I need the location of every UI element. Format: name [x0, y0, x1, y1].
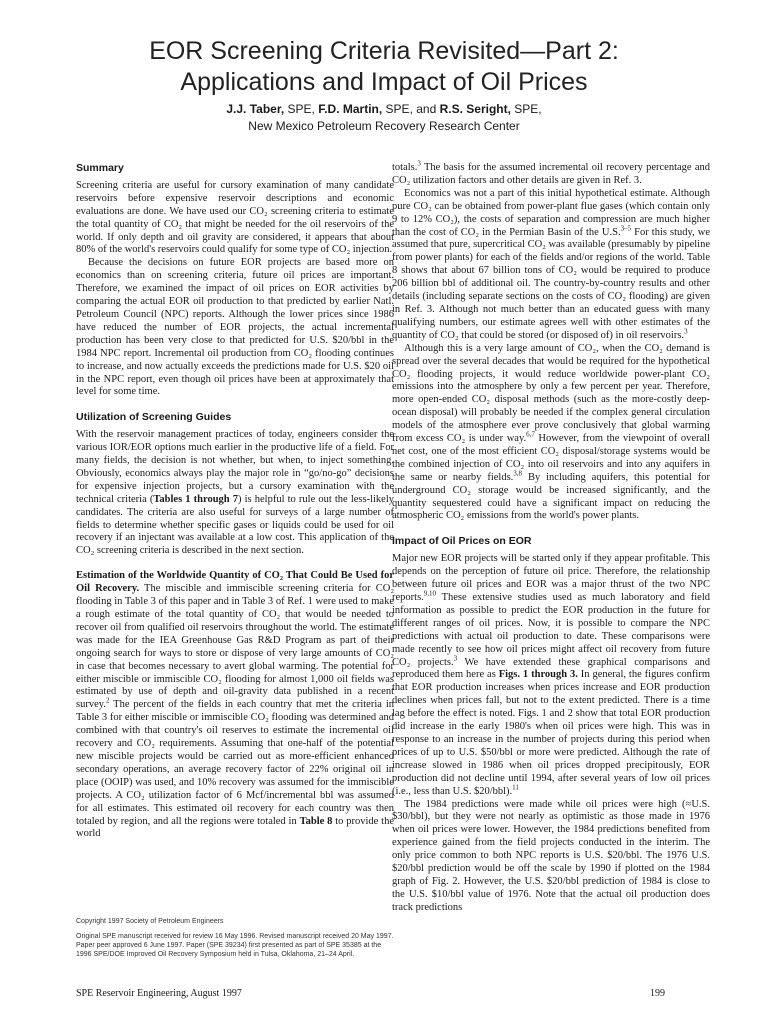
affiliation: New Mexico Petroleum Recovery Research Center: [248, 119, 520, 133]
title-line-1: EOR Screening Criteria Revisited—Part 2:: [149, 37, 619, 65]
section-heading-utilization: Utilization of Screening Guides: [76, 411, 232, 424]
table-reference: Tables 1 through 7: [153, 493, 239, 505]
left-column: [76, 162, 394, 841]
run-in-heading: Estimation of the Worldwide Quantity of CO₂ That Could Be Used for Oil Recovery.: [76, 570, 394, 595]
copyright-notice: [76, 917, 394, 965]
paragraph: Estimation of the Worldwide Quantity of CO₂ That Could Be Used for Oil Recovery. The miscible and immiscible screening criteria for CO₂ flooding in Table 3 of this paper and in Table 3 of Ref. 1 were used to make a rough estimate of the total quantity of CO₂ that would be needed to recover oil from qualified oil reservoirs throughout the world. The estimate was made for the IEA Greenhouse Gas R&D Program as part of their ongoing search for ways to store or dispose of very large amounts of CO₂ in case that becomes necessary to avert global warming. The potential for either miscible or immiscible CO₂ flooding for almost 1,000 oil fields was estimated by use of depth and oil-gravity data published in a recent survey.$^2$ The percent of the fields in each country that met the criteria in Table 3 for either miscible or immiscible CO₂ flooding was determined and combined with that country's oil reserves to estimate the incremental oil recovery and CO₂ requirements. Assuming that one-half of the potential new miscible projects would be carried out as more-efficient enhanced secondary operations, an average recovery factor of 22% original oil in place (OOIP) was used, and 10% recovery was assumed for the immiscible projects. A CO₂ utilization factor of 6 Mcf/incremental bbl was assumed for all estimates. This estimated oil recovery for each country was then totaled by region, and all the regions were totaled in Table 8 to provide the world: [76, 570, 394, 840]
author-martin: F.D. Martin,: [318, 102, 383, 116]
author-seright: R.S. Seright,: [439, 102, 511, 116]
paragraph: totals.$^3$ The basis for the assumed incremental oil recovery percentage and CO₂ utilization factors and other details are given in Ref. 3.: [392, 159, 710, 186]
figure-reference: Figs. 1 through 3.: [498, 669, 578, 681]
paragraph: Screening criteria are useful for cursory examination of many candidate reservoirs before expensive reservoir descriptions and economic evaluations are done. We have used our CO₂ screening criteria to estimate the total quantity of CO₂ that might be needed for the oil reservoirs of the world. If only depth and oil gravity are considered, it appears that about 80% of the world's reservoirs could qualify for some type of CO₂ injection.: [76, 179, 394, 256]
author-taber: J.J. Taber,: [226, 102, 285, 116]
manuscript-history: Original SPE manuscript received for review 16 May 1996. Revised manuscript received 20 May 1997. Paper peer approved 6 June 1997. Paper (SPE 39234) first presented as part of SPE 35385 at the 1996 SPE/DOE Improved Oil Recovery Symposium held in Tulsa, Oklahoma, 21–24 April.: [76, 933, 394, 958]
paper-title: [0, 36, 768, 98]
title-line-2: Applications and Impact of Oil Prices: [180, 68, 588, 96]
paragraph: Economics was not a part of this initial hypothetical estimate. Although pure CO₂ can be obtained from power-plant flue gases (which contain only 9 to 12% CO₂), the costs of separation and compression are much higher than the cost of CO₂ in the Permian Basin of the U.S.$^{3-5}$ For this study, we assumed that pure, supercritical CO₂ was available (presumably by pipeline from power plants) for each of the fields and/or regions of the world. Table 8 shows that about 67 billion tons of CO₂ would be required to produce 206 billion bbl of additional oil. The country-by-country results and other details (including separate sections on the costs of CO₂ flooding) are given in Ref. 3. Although not much better than an educated guess with many qualifying numbers, our estimate agrees well with other estimates of the quantity of CO₂ that could be stored (or disposed of) in oil reservoirs.$^3$: [392, 187, 710, 341]
paragraph: With the reservoir management practices of today, engineers consider the various IOR/EOR options much earlier in the productive life of a field. For many fields, the decision is not whether, but when, to inject something. Obviously, economics always play the major role in “go/no-go” decisions for expensive injection projects, but a cursory examination with the technical criteria (Tables 1 through 7) is helpful to rule out the less-likely candidates. The criteria are also useful for surveys of a large number of fields to determine whether specific gases or liquids could be used for oil recovery if an injectant was available at a low cost. This application of the CO₂ screening criteria is described in the next section.: [76, 429, 394, 557]
section-heading-summary: Summary: [76, 162, 124, 174]
author-society: SPE, and: [382, 102, 440, 116]
right-column: [392, 159, 710, 915]
author-list: [0, 101, 768, 117]
journal-footer: SPE Reservoir Engineering, August 1997: [76, 988, 242, 999]
author-society: SPE,: [284, 102, 319, 116]
page-number: 199: [650, 988, 665, 999]
paragraph: Because the decisions on future EOR projects are based more on economics than on screening criteria, future oil prices are important. Therefore, we examined the impact of oil prices on EOR activities by comparing the actual EOR oil production to that predicted by earlier Natl. Petroleum Council (NPC) reports. Although the lower prices since 1986 have reduced the number of EOR projects, the actual incremental production has been very close to that predicted for U.S. $20/bbl in the 1984 NPC report. Incremental oil production from CO₂ flooding continues to increase, and now actually exceeds the predictions made for U.S. $20 oil in the NPC report, even though oil prices have been at approximately that level for some time.: [76, 257, 394, 398]
author-society: SPE,: [510, 102, 542, 116]
table-reference: Table 8: [299, 815, 333, 827]
copyright-line: Copyright 1997 Society of Petroleum Engineers: [76, 918, 224, 925]
paragraph: Major new EOR projects will be started only if they appear profitable. This depends on the perception of future oil price. Therefore, the relationship between future oil prices and EOR was a major thrust of the two NPC reports.$^{9,10}$ These extensive studies used as much laboratory and field information as possible to predict the EOR production in the future for different ranges of oil prices. Now, it is possible to compare the NPC predictions with actual oil production to date. These comparisons were made recently to see how oil prices might affect oil recovery from future CO₂ projects.$^3$ We have extended these graphical comparisons and reproduced them here as Figs. 1 through 3. In general, the figures confirm that EOR production increases when prices increase and EOR production declines when prices fall, but not to the extent predicted. There is a time lag before the effect is noted. Figs. 1 and 2 show that total EOR production did increase in the early 1980's when oil prices were high. This was in response to an increase in the number of projects during this period when prices of up to U.S. $50/bbl or more were predicted. Although the rate of increase slowed in 1986 when oil prices dropped precipitously, EOR production did not decline until 1994, after several years of low oil prices (i.e., less than U.S. $20/bbl).$^{11}$: [392, 553, 710, 797]
paragraph: The 1984 predictions were made while oil prices were high (≈U.S. $30/bbl), but they were not nearly as optimistic as those made in 1976 when oil prices were lower. However, the 1984 predictions benefited from experience gained from the field projects conducted in the interim. The only price common to both NPC reports is U.S. $20/bbl. The 1976 U.S. $20/bbl prediction would be off the scale by 1990 if plotted on the 1984 graph of Fig. 2. However, the U.S. $20/bbl prediction of 1984 is close to the U.S. $10/bbl value of 1976. Note that the actual oil production does track predictions: [392, 798, 710, 913]
section-heading-impact: Impact of Oil Prices on EOR: [392, 535, 532, 548]
paragraph: Although this is a very large amount of CO₂, when the CO₂ demand is spread over the several decades that would be required for the hypothetical CO₂ flooding projects, it would reduce worldwide power-plant CO₂ emissions into the atmosphere by only a few percent per year. Therefore, more open-ended CO₂ disposal methods (such as the more-costly deep-ocean disposal) will probably be needed if the complex general circulation models of the atmosphere ever prove conclusively that global warming from excess CO₂ is under way.$^{6,7}$ However, from the viewpoint of overall net cost, one of the most efficient CO₂ disposal/storage systems would be the combined injection of CO₂ into oil reservoirs and into any aquifers in the same or nearby fields.$^{3,8}$ By including aquifers, this potential for underground CO₂ storage would be increased significantly, and the quantity sequestered could have a significant impact on reducing the atmospheric CO₂ emissions from the world's power plants.: [392, 342, 710, 522]
